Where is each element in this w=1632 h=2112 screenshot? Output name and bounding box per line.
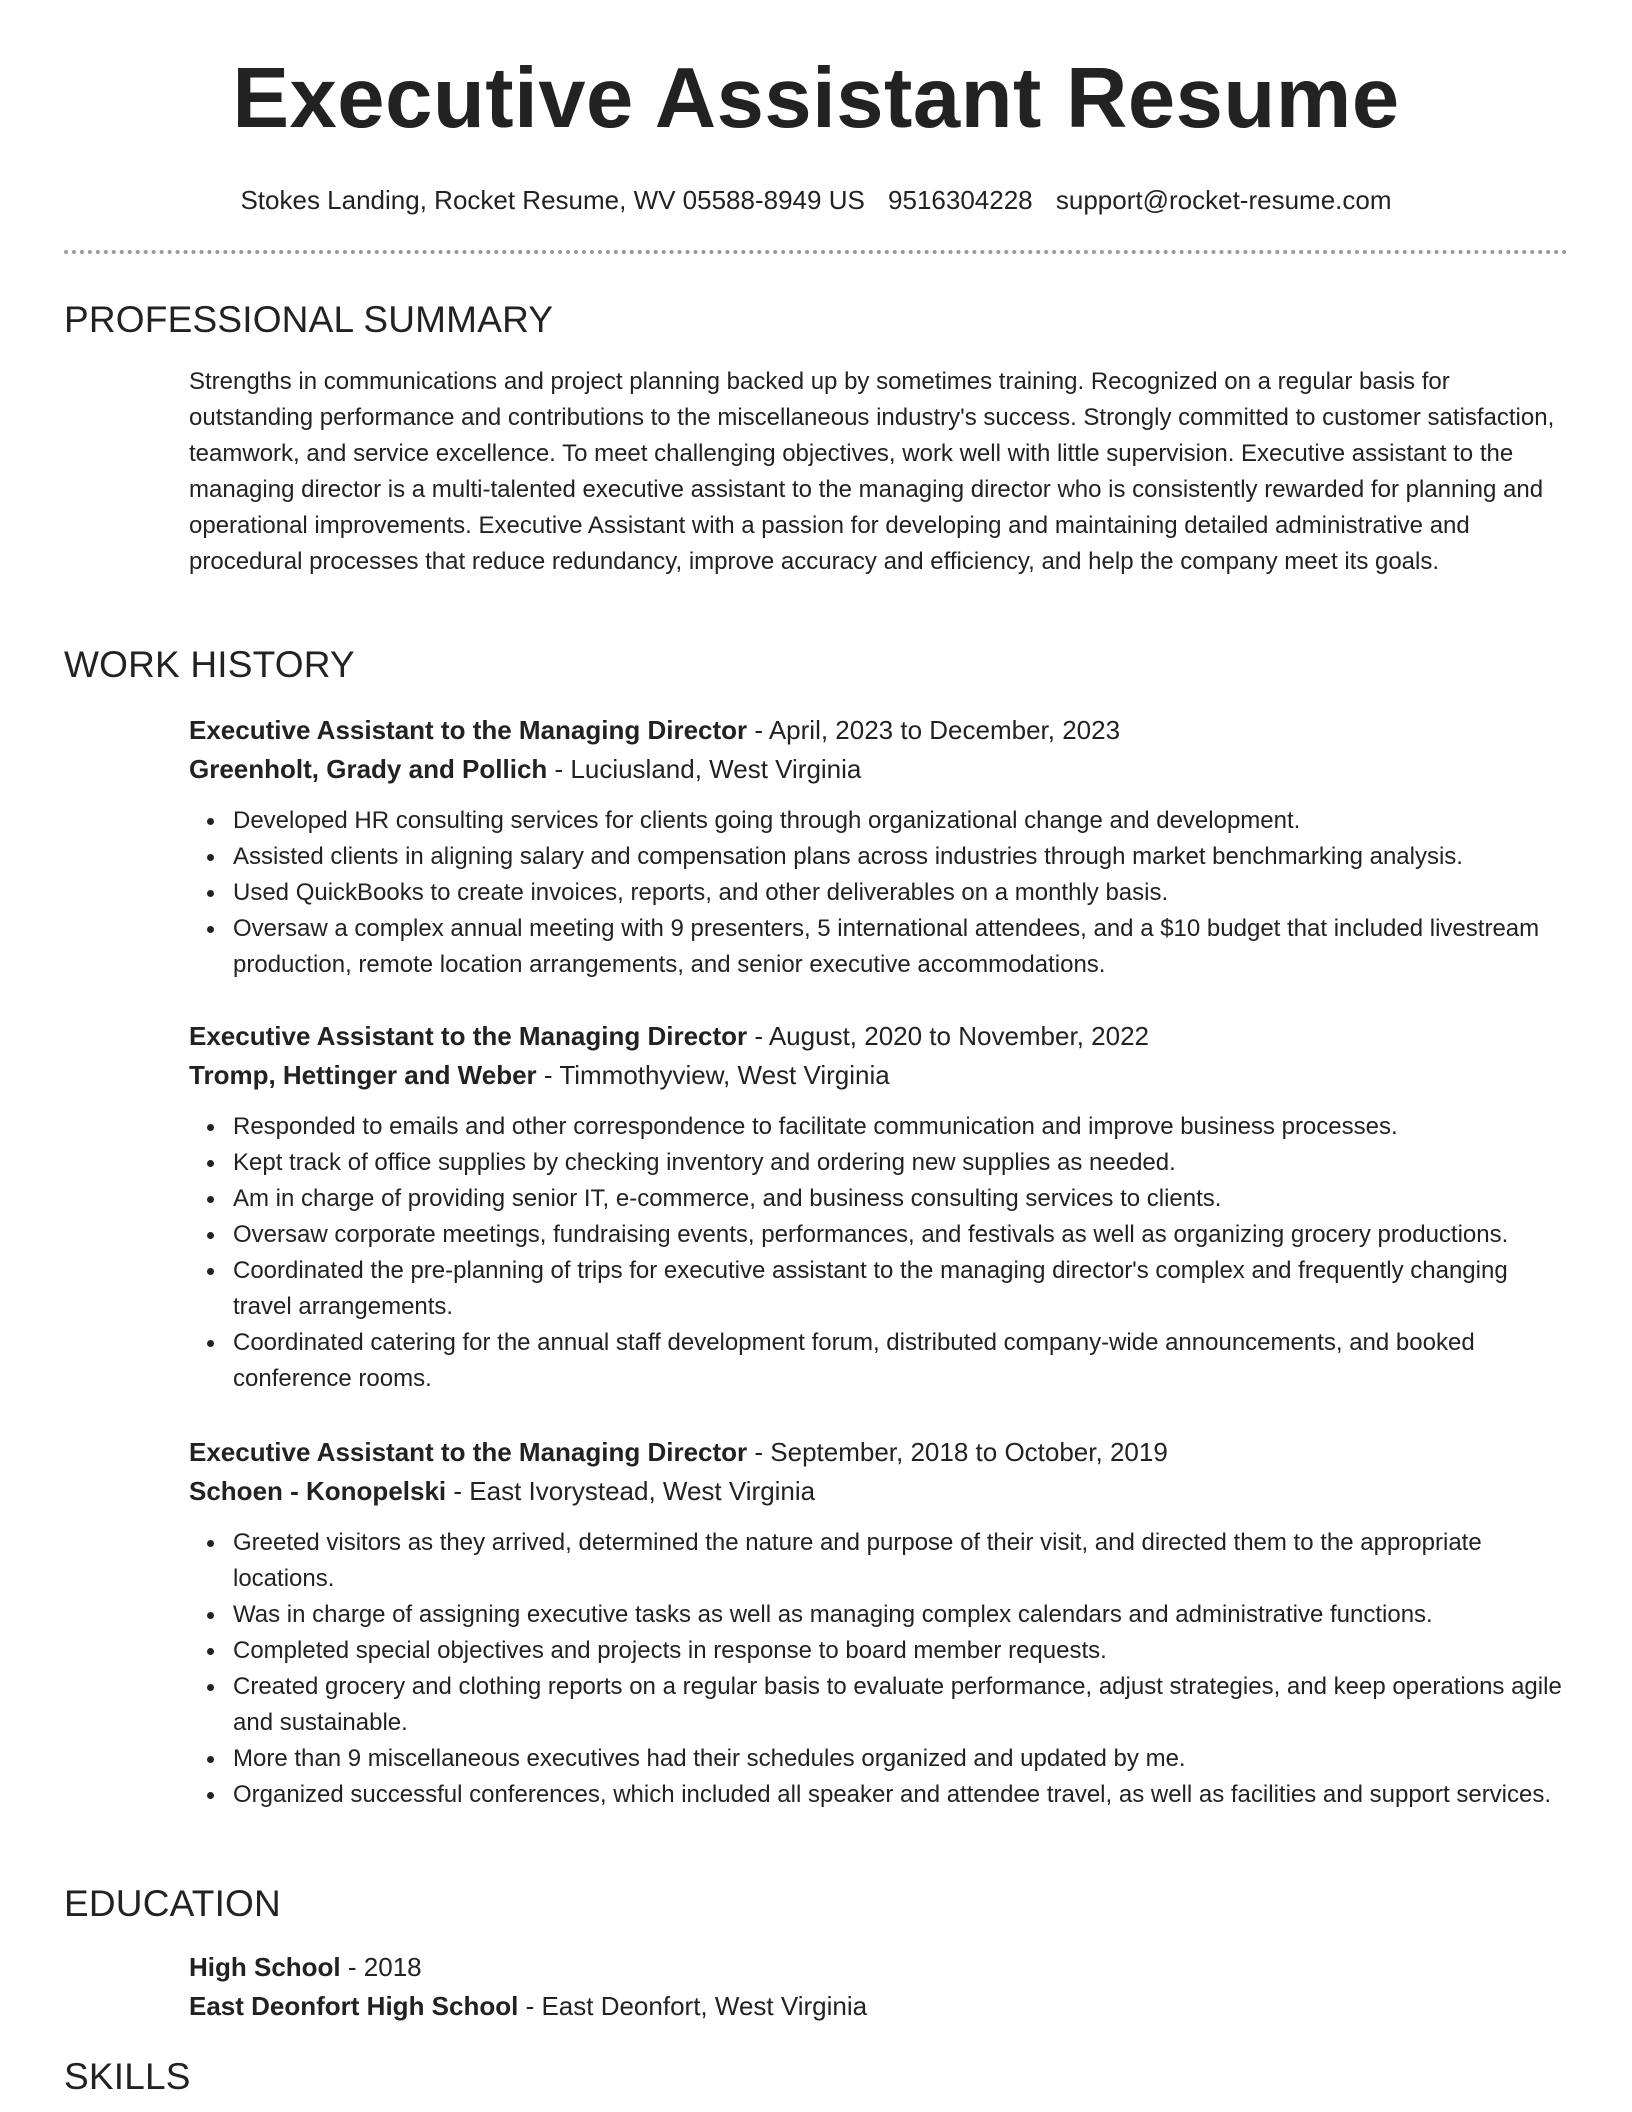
job-company-line [189,1056,1569,1095]
job-entry [189,711,1569,983]
job-title-line [189,711,1569,750]
header-divider [64,250,1568,254]
contact-email: support@rocket-resume.com [1055,185,1392,215]
job-bullet: Oversaw a complex annual meeting with 9 presenters, 5 international attendees, and a $10 budget that included livestream production, remote location arrangements, and senior executive accommodations. [233,911,1569,983]
job-title: Executive Assistant to the Managing Director [189,1437,748,1467]
job-bullet: Responded to emails and other correspondence to facilitate communication and improve business processes. [233,1109,1569,1145]
education-year: - 2018 [340,1952,422,1982]
job-bullet: Am in charge of providing senior IT, e-commerce, and business consulting services to clients. [233,1181,1569,1217]
education-school-line [189,1987,1569,2026]
job-bullet-list [189,803,1569,983]
job-title: Executive Assistant to the Managing Director [189,1021,748,1051]
job-bullet-list [189,1109,1569,1397]
job-dates: - August, 2020 to November, 2022 [747,1021,1149,1051]
job-location: - Luciusland, West Virginia [547,754,862,784]
job-bullet: Completed special objectives and projects in response to board member requests. [233,1633,1569,1669]
education-location: - East Deonfort, West Virginia [518,1991,868,2021]
job-entry [189,1433,1569,1813]
contact-phone: 9516304228 [888,185,1033,215]
job-bullet: Coordinated catering for the annual staff development forum, distributed company-wide announcements, and booked conference rooms. [233,1325,1569,1397]
job-title: Executive Assistant to the Managing Director [189,715,748,745]
education-degree: High School [189,1952,341,1982]
job-bullet: Greeted visitors as they arrived, determined the nature and purpose of their visit, and directed them to the appropriate locations. [233,1525,1569,1597]
job-company-line [189,750,1569,789]
job-bullet: Created grocery and clothing reports on a regular basis to evaluate performance, adjust strategies, and keep operations agile and sustainable. [233,1669,1569,1741]
section-heading-summary: PROFESSIONAL SUMMARY [64,299,554,340]
education-degree-line [189,1948,1569,1987]
job-bullet: Coordinated the pre-planning of trips for executive assistant to the managing director's complex and frequently changing travel arrangements. [233,1253,1569,1325]
job-bullet-list [189,1525,1569,1813]
job-bullet: Organized successful conferences, which included all speaker and attendee travel, as well as facilities and support services. [233,1777,1569,1813]
job-company: Greenholt, Grady and Pollich [189,754,548,784]
contact-line [0,183,1632,217]
job-bullet: Oversaw corporate meetings, fundraising events, performances, and festivals as well as organizing grocery productions. [233,1217,1569,1253]
job-bullet: More than 9 miscellaneous executives had their schedules organized and updated by me. [233,1741,1569,1777]
job-bullet: Used QuickBooks to create invoices, reports, and other deliverables on a monthly basis. [233,875,1569,911]
job-bullet: Kept track of office supplies by checking inventory and ordering new supplies as needed. [233,1145,1569,1181]
education-entry [189,1948,1569,2026]
section-heading-work-history: WORK HISTORY [64,644,355,685]
job-dates: - September, 2018 to October, 2019 [747,1437,1168,1467]
job-bullet: Assisted clients in aligning salary and compensation plans across industries through market benchmarking analysis. [233,839,1569,875]
section-heading-education: EDUCATION [64,1883,281,1924]
resume-title: Executive Assistant Resume [232,51,1400,146]
job-title-line [189,1433,1569,1472]
job-location: - Timmothyview, West Virginia [536,1060,890,1090]
job-company: Tromp, Hettinger and Weber [189,1060,537,1090]
job-company: Schoen - Konopelski [189,1476,447,1506]
section-heading-skills: SKILLS [64,2056,191,2097]
summary-text: Strengths in communications and project planning backed up by sometimes training. Recognized on a regular basis for outstanding performance and contributions to the miscellaneous industry's success. Strongly committed to customer satisfaction, teamwork, and service excellence. To meet challenging objectives, work well with little supervision. Executive assistant to the managing director is a multi-talented executive assistant to the managing director who is consistently rewarded for planning and operational improvements. Executive Assistant with a passion for developing and maintaining detailed administrative and procedural processes that reduce redundancy, improve accuracy and efficiency, and help the company meet its goals. [189,368,1555,575]
job-entry [189,1017,1569,1397]
education-school: East Deonfort High School [189,1991,519,2021]
job-company-line [189,1472,1569,1511]
job-title-line [189,1017,1569,1056]
job-bullet: Was in charge of assigning executive tasks as well as managing complex calendars and administrative functions. [233,1597,1569,1633]
job-location: - East Ivorystead, West Virginia [446,1476,816,1506]
job-bullet: Developed HR consulting services for clients going through organizational change and development. [233,803,1569,839]
job-dates: - April, 2023 to December, 2023 [747,715,1121,745]
contact-address: Stokes Landing, Rocket Resume, WV 05588-8949 US [240,185,865,215]
